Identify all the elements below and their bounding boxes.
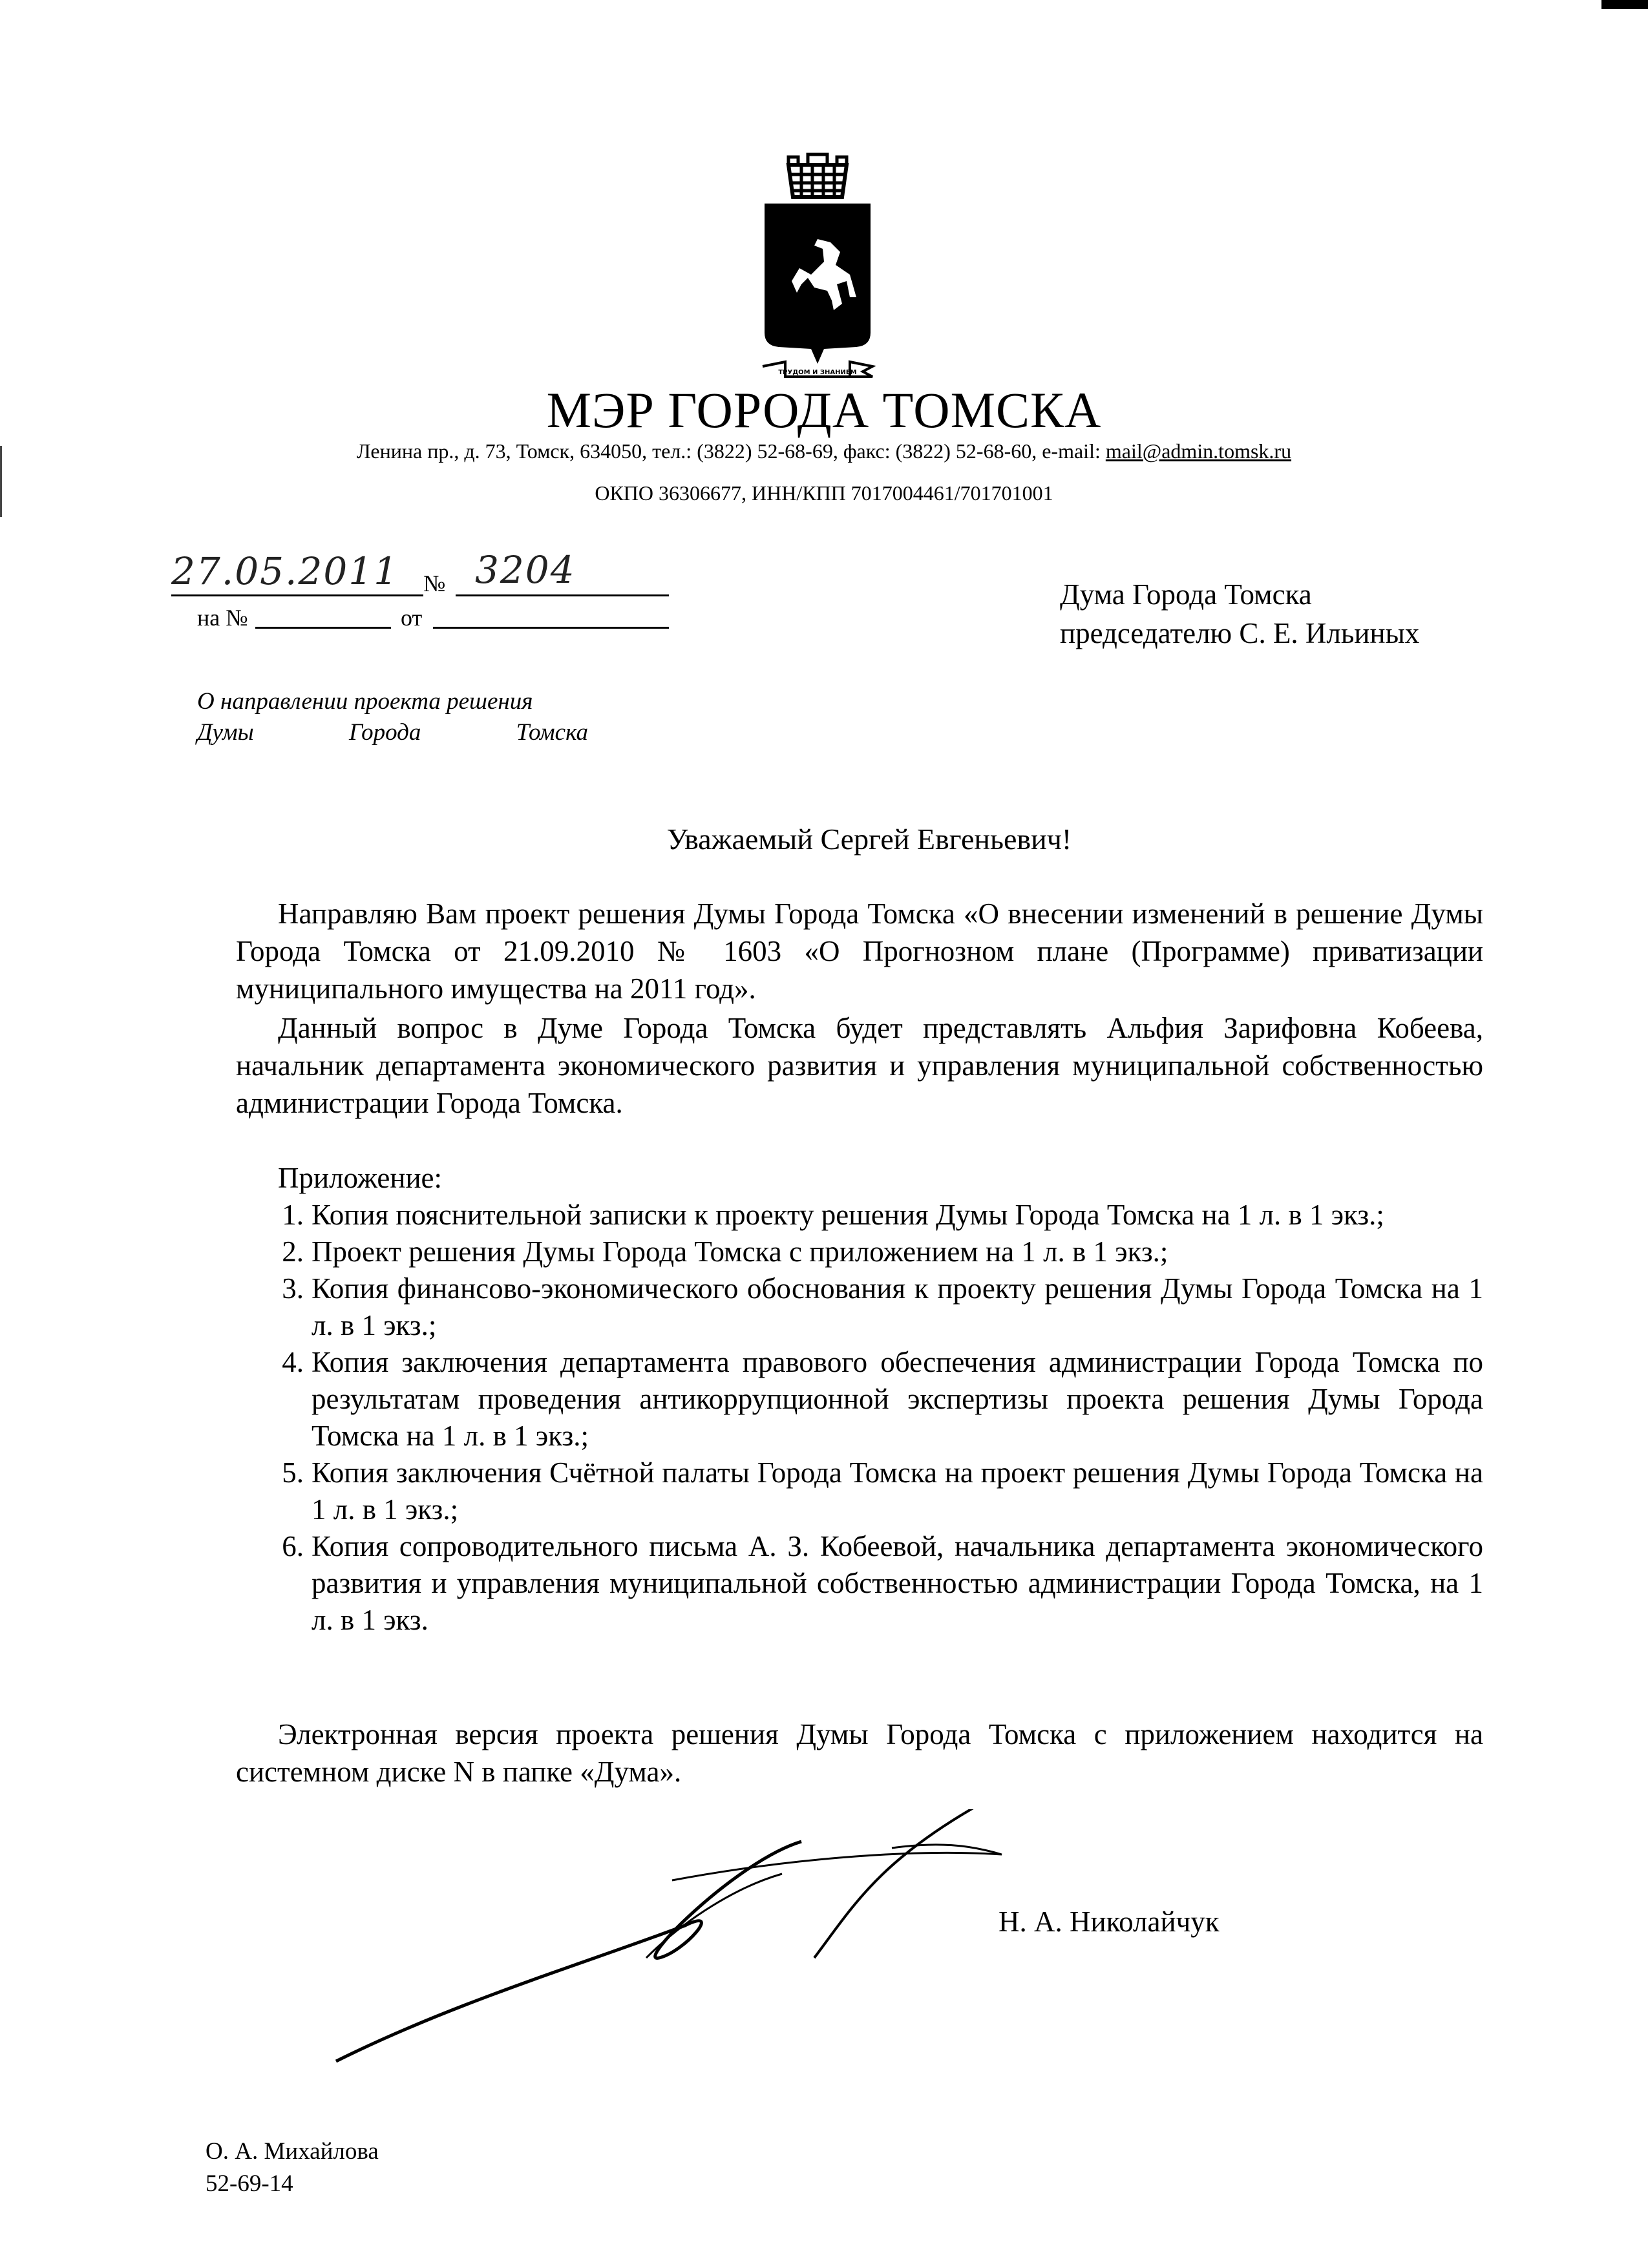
tomsk-coat-of-arms-emblem <box>759 145 876 378</box>
scan-artifact <box>1601 0 1648 9</box>
recipient-block <box>1060 575 1419 653</box>
executor-phone: 52-69-14 <box>206 2170 293 2197</box>
paragraph-text: Электронная версия проекта решения Думы Города Томска с приложением находится на системном диске N в папке «Дума». <box>236 1718 1483 1788</box>
item-number: 2. <box>282 1235 304 1268</box>
item-text: Копия заключения департамента правового обеспечения администрации Города Томска по результатам проведения антикоррупционной экспертизы проекта решения Думы Города Томска на 1 л. в 1 экз.; <box>312 1346 1483 1452</box>
appendix-list <box>236 1197 1483 1639</box>
signer-name: Н. А. Николайчук <box>998 1906 1220 1938</box>
letterhead-codes: ОКПО 36306677, ИНН/КПП 7017004461/701701001 <box>595 481 1053 505</box>
handwritten-date: 27.05.2011 <box>171 549 399 593</box>
item-number: 6. <box>282 1530 304 1562</box>
ref-from-label: от <box>401 605 423 631</box>
handwritten-signature <box>323 1809 1099 2100</box>
letter-subject <box>197 686 588 748</box>
paragraph-text: Данный вопрос в Думе Города Томска будет представлять Альфия Зарифовна Кобеева, начальник департамента экономического развития и управления муниципальной собственностью администрации Города Томска. <box>236 1012 1483 1119</box>
subject-line: О направлении проекта решения <box>197 688 533 715</box>
email-link[interactable]: mail@admin.tomsk.ru <box>1105 439 1292 463</box>
svg-text:ТРУДОМ И ЗНАНИЕМ: ТРУДОМ И ЗНАНИЕМ <box>778 369 857 376</box>
item-number: 3. <box>282 1272 304 1305</box>
item-number: 4. <box>282 1346 304 1378</box>
subject-word: Томска <box>516 719 588 746</box>
closing-paragraph <box>236 1716 1483 1790</box>
list-item <box>236 1454 1483 1528</box>
body-paragraph <box>236 1009 1483 1122</box>
recipient-person: председателю С. Е. Ильиных <box>1060 617 1420 649</box>
appendix-label: Приложение: <box>278 1162 443 1194</box>
list-item <box>236 1344 1483 1454</box>
list-item <box>236 1528 1483 1639</box>
recipient-organization: Дума Города Томска <box>1060 578 1312 611</box>
registration-block <box>171 548 662 631</box>
executor-name: О. А. Михайлова <box>206 2138 379 2165</box>
item-text: Копия пояснительной записки к проекту решения Думы Города Томска на 1 л. в 1 экз.; <box>312 1199 1384 1231</box>
crown-icon <box>788 154 847 197</box>
handwritten-number: 3204 <box>475 548 576 592</box>
list-item <box>236 1270 1483 1344</box>
greeting: Уважаемый Сергей Евгеньевич! <box>666 823 1072 856</box>
paragraph-text: Направляю Вам проект решения Думы Города Томска «О внесении изменений в решение Думы Города Томска от 21.09.2010 № 1603 «О Прогнозном плане (Программе) приватизации муниципального имущества на 2011 год». <box>236 898 1483 1005</box>
subject-word: Города <box>349 719 421 746</box>
letterhead-address <box>0 439 1648 463</box>
body-paragraph <box>236 895 1483 1007</box>
item-number: 5. <box>282 1456 304 1489</box>
item-number: 1. <box>282 1199 304 1231</box>
address-text: Ленина пр., д. 73, Томск, 634050, тел.: (3822) 52-68-69, факс: (3822) 52-68-60, e-mail: <box>356 439 1106 463</box>
letterhead-title: МЭР ГОРОДА ТОМСКА <box>546 382 1102 438</box>
list-item <box>236 1234 1483 1270</box>
item-text: Копия заключения Счётной палаты Города Томска на проект решения Думы Города Томска на 1 л. в 1 экз.; <box>312 1456 1483 1526</box>
number-label: № <box>423 571 446 596</box>
list-item <box>236 1197 1483 1234</box>
executor-block <box>206 2136 379 2200</box>
item-text: Копия сопроводительного письма А. З. Кобеевой, начальника департамента экономического развития и управления муниципальной собственностью администрации Города Томска, на 1 л. в 1 экз. <box>312 1530 1483 1636</box>
ref-number-label: на № <box>197 605 248 631</box>
item-text: Копия финансово-экономического обоснования к проекту решения Думы Города Томска на 1 л. в 1 экз.; <box>312 1272 1483 1341</box>
item-text: Проект решения Думы Города Томска с приложением на 1 л. в 1 экз.; <box>312 1235 1168 1268</box>
subject-word: Думы <box>197 719 254 746</box>
